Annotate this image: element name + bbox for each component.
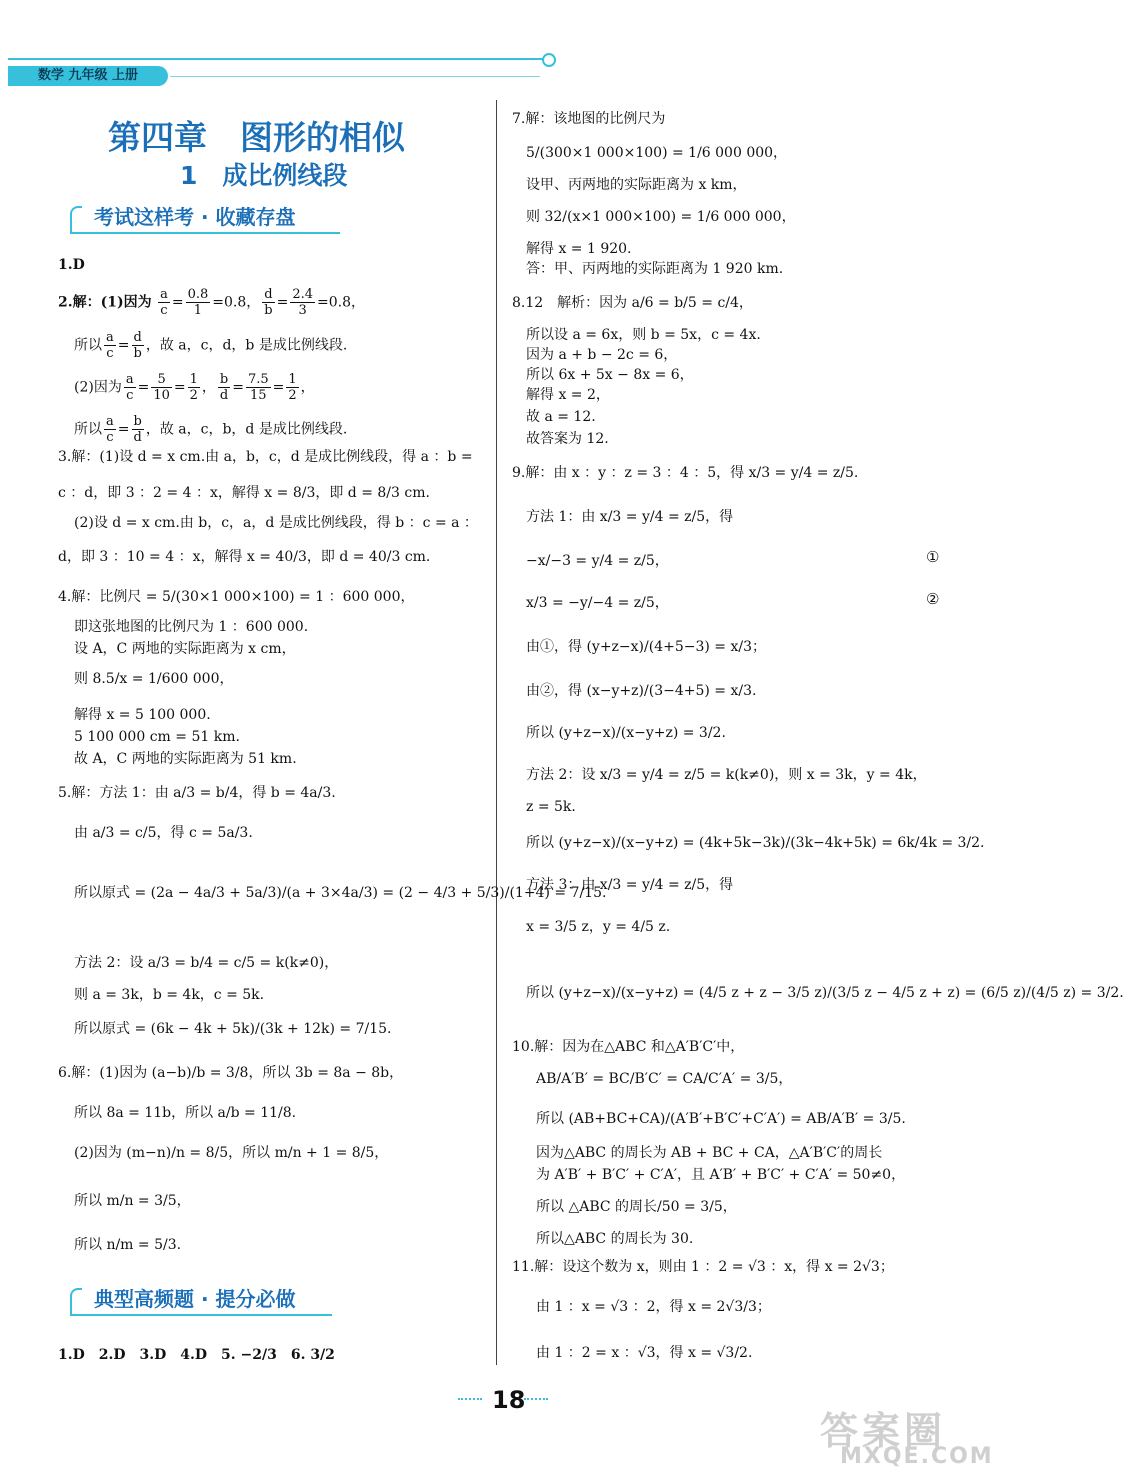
page-number-ornament-left xyxy=(458,1398,482,1404)
fraction: $\frac{5}{10}$ xyxy=(153,372,170,403)
section-header-exam xyxy=(70,202,340,234)
answer-9-line-2: 方法 1：由 x/3 = y/4 = z/5，得 xyxy=(526,509,734,525)
answer-10-line-3: 所以 (AB+BC+CA)/(A′B′+B′C′+C′A′) = AB/A′B′ = 3/5. xyxy=(536,1111,906,1127)
section-header-practice xyxy=(70,1284,332,1316)
fraction: $\frac{a}{c}$ xyxy=(106,330,114,361)
answer-6-line-1: 6.解：(1)因为 (a−b)/b = 3/8，所以 3b = 8a − 8b， xyxy=(58,1065,404,1081)
watermark xyxy=(820,1400,994,1470)
section-header-label: 考试这样考 · 收藏存盘 xyxy=(94,205,296,229)
answer-11-line-3: 由 1 ：2 = x ：√3，得 x = √3/2. xyxy=(536,1345,753,1361)
fraction: $\frac{a}{c}$ xyxy=(125,372,134,403)
answer-7-line-2: 5/(300×1 000×100) = 1/6 000 000， xyxy=(526,145,788,161)
fraction: $\frac{7.5}{15}$ xyxy=(247,372,269,403)
fraction: $\frac{1}{2}$ xyxy=(189,372,198,403)
section-underline xyxy=(70,1314,332,1316)
answer-9-line-13: 所以 (y+z−x)/(x−y+z) = (4/5 z + z − 3/5 z)/(3/5 z − 4/5 z + z) = (6/5 z)/(4/5 z) = 3/2. xyxy=(526,985,1124,1001)
answer-8-line-4: 所以 6x + 5x − 8x = 6， xyxy=(526,367,694,383)
fraction: $\frac{1}{2}$ xyxy=(288,372,297,403)
fraction: $\frac{d}{b}$ xyxy=(133,330,142,361)
answer-5-line-1: 5.解：方法 1：由 a/3 = b/4，得 b = 4a/3. xyxy=(58,785,336,801)
answer-10-line-5: 为 A′B′ + B′C′ + C′A′，且 A′B′ + B′C′ + C′A′ = 50≠0， xyxy=(536,1167,906,1183)
answer-5-line-3: 所以原式 = (2a − 4a/3 + 5a/3)/(a + 3×4a/3) = (2 − 4/3 + 5/3)/(1+4) = 7/15. xyxy=(74,885,607,901)
answer-2-line-1: 2.解：(1)因为 $\frac{a}{c}$ = $\frac{0.8}{1}$ =0.8， $\frac{d}{b}$ = $\frac{2.4}{3}$ =0.8， xyxy=(58,287,365,318)
answer-7-line-1: 7.解：该地图的比例尺为 xyxy=(512,111,666,127)
section-underline xyxy=(70,232,340,234)
answer-2-lead: 2.解：(1)因为 xyxy=(58,294,152,311)
answer-8-line-2: 所以设 a = 6x，则 b = 5x，c = 4x. xyxy=(526,327,761,343)
answer-7-line-3: 设甲、丙两地的实际距离为 x km， xyxy=(526,177,747,193)
header-rule xyxy=(8,58,548,60)
quick-answers: 1.D 2.D 3.D 4.D 5. −2/3 6. 3/2 xyxy=(58,1347,335,1363)
answer-8-line-1: 8.12 解析：因为 a/6 = b/5 = c/4， xyxy=(512,295,753,311)
section-bracket xyxy=(70,1288,82,1316)
answer-2-so: 所以 xyxy=(74,337,102,354)
answer-3-line-2: c ：d，即 3 ：2 = 4 ：x，解得 x = 8/3，即 d = 8/3 cm. xyxy=(58,485,430,501)
page-number: 18 xyxy=(492,1386,526,1414)
section-bracket xyxy=(70,206,82,234)
fraction: $\frac{b}{d}$ xyxy=(219,372,229,403)
answer-4-line-1: 4.解：比例尺 = 5/(30×1 000×100) = 1 ：600 000， xyxy=(58,589,415,605)
answer-1: 1.D xyxy=(58,257,85,273)
page-number-ornament-right xyxy=(524,1398,548,1404)
answer-4-line-2: 即这张地图的比例尺为 1 ：600 000. xyxy=(74,619,309,635)
answer-3-line-1: 3.解：(1)设 d = x cm.由 a，b，c，d 是成比例线段，得 a ：b = xyxy=(58,449,473,465)
answer-4-line-7: 故 A，C 两地的实际距离为 51 km. xyxy=(74,751,297,767)
fraction: $\frac{b}{d}$ xyxy=(133,414,142,445)
chapter-title: 第四章 图形的相似 xyxy=(108,118,405,157)
answer-8-line-3: 因为 a + b − 2c = 6， xyxy=(526,347,678,363)
answer-2-part2: (2)因为 xyxy=(74,379,122,396)
header-rule-secondary xyxy=(170,76,540,77)
answer-9-line-5: 由①，得 (y+z−x)/(4+5−3) = x/3； xyxy=(526,639,766,655)
answer-9-line-12: x = 3/5 z，y = 4/5 z. xyxy=(526,919,671,935)
answer-2-line-2: 所以 $\frac{a}{c}$ = $\frac{d}{b}$ ，故 a，c，d，b 是成比例线段. xyxy=(74,330,348,361)
answer-10-line-2: AB/A′B′ = BC/B′C′ = CA/C′A′ = 3/5， xyxy=(536,1071,793,1087)
answer-6-line-3: (2)因为 (m−n)/n = 8/5，所以 m/n + 1 = 8/5， xyxy=(74,1145,389,1161)
answer-3-line-3: (2)设 d = x cm.由 b，c，a，d 是成比例线段，得 b ：c = a ： xyxy=(74,515,478,531)
answer-7-line-4: 则 32/(x×1 000×100) = 1/6 000 000， xyxy=(526,209,796,225)
answer-10-line-4: 因为△ABC 的周长为 AB + BC + CA，△A′B′C′的周长 xyxy=(536,1145,883,1161)
answer-5-line-5: 则 a = 3k，b = 4k，c = 5k. xyxy=(74,987,265,1003)
answer-9-line-8: 方法 2：设 x/3 = y/4 = z/5 = k(k≠0)，则 x = 3k，y = 4k， xyxy=(526,767,927,783)
answer-9-line-1: 9.解：由 x ：y ：z = 3 ：4 ：5，得 x/3 = y/4 = z/5. xyxy=(512,465,859,481)
answer-8-line-7: 故答案为 12. xyxy=(526,431,609,447)
answer-10-line-7: 所以△ABC 的周长为 30. xyxy=(536,1231,694,1247)
watermark-url: MXQE.COM xyxy=(840,1444,994,1469)
answer-5-line-6: 所以原式 = (6k − 4k + 5k)/(3k + 12k) = 7/15. xyxy=(74,1021,392,1037)
section-title: 1 成比例线段 xyxy=(180,161,348,190)
fraction: $\frac{0.8}{1}$ xyxy=(187,287,209,318)
answer-3-line-4: d，即 3 ：10 = 4 ：x，解得 x = 40/3，即 d = 40/3 cm. xyxy=(58,549,431,565)
answer-8-line-5: 解得 x = 2， xyxy=(526,387,610,403)
answer-5-line-4: 方法 2：设 a/3 = b/4 = c/5 = k(k≠0)， xyxy=(74,955,339,971)
answer-7-line-6: 答：甲、丙两地的实际距离为 1 920 km. xyxy=(526,261,784,277)
answer-2-so-2: 所以 xyxy=(74,421,102,438)
watermark-title: 答案圈 xyxy=(820,1409,947,1453)
answer-8-line-6: 故 a = 12. xyxy=(526,409,596,425)
answer-6-line-4: 所以 m/n = 3/5， xyxy=(74,1193,191,1209)
fraction: $\frac{a}{c}$ xyxy=(160,287,168,318)
answer-2-line-3: (2)因为 $\frac{a}{c}$ = $\frac{5}{10}$ = $\frac{1}{2}$ ， $\frac{b}{d}$ = $\frac{7.5}{15}$ = $\frac{1}{2}$ ， xyxy=(74,372,315,403)
answer-11-line-2: 由 1 ：x = √3 ：2，得 x = 2√3/3； xyxy=(536,1299,771,1315)
answer-9-line-6: 由②，得 (x−y+z)/(3−4+5) = x/3. xyxy=(526,683,757,699)
answer-10-line-6: 所以 △ABC 的周长/50 = 3/5， xyxy=(536,1199,737,1215)
answer-10-line-1: 10.解：因为在△ABC 和△A′B′C′中， xyxy=(512,1039,745,1055)
fraction: $\frac{a}{c}$ xyxy=(106,414,114,445)
answer-9-line-4: x/3 = −y/−4 = z/5， xyxy=(526,595,669,611)
answer-4-line-5: 解得 x = 5 100 000. xyxy=(74,707,211,723)
column-divider xyxy=(496,100,497,1365)
answer-7-line-5: 解得 x = 1 920. xyxy=(526,241,632,257)
header-dot-ornament xyxy=(542,53,556,67)
answer-4-line-6: 5 100 000 cm = 51 km. xyxy=(74,729,240,745)
answer-9-line-3: −x/−3 = y/4 = z/5， xyxy=(526,553,669,569)
fraction: $\frac{2.4}{3}$ xyxy=(292,287,313,318)
answer-5-line-2: 由 a/3 = c/5，得 c = 5a/3. xyxy=(74,825,253,841)
answer-2-line-4: 所以 $\frac{a}{c}$ = $\frac{b}{d}$ ，故 a，c，b，d 是成比例线段. xyxy=(74,414,348,445)
answer-4-line-3: 设 A，C 两地的实际距离为 x cm， xyxy=(74,641,296,657)
equation-marker-2: ② xyxy=(926,590,940,608)
answer-2-conclusion-2: ，故 a，c，b，d 是成比例线段. xyxy=(145,421,348,438)
answer-11-line-1: 11.解：设这个数为 x，则由 1 ：2 = √3 ：x，得 x = 2√3； xyxy=(512,1259,894,1275)
answer-9-line-10: 所以 (y+z−x)/(x−y+z) = (4k+5k−3k)/(3k−4k+5k) = 6k/4k = 3/2. xyxy=(526,835,985,851)
answer-4-line-4: 则 8.5/x = 1/600 000， xyxy=(74,671,234,687)
answer-6-line-5: 所以 n/m = 5/3. xyxy=(74,1237,182,1253)
answer-2-conclusion: ，故 a，c，d，b 是成比例线段. xyxy=(145,337,348,354)
answer-6-line-2: 所以 8a = 11b，所以 a/b = 11/8. xyxy=(74,1105,297,1121)
fraction: $\frac{d}{b}$ xyxy=(264,287,273,318)
answer-9-line-11: 方法 3：由 x/3 = y/4 = z/5，得 xyxy=(526,877,734,893)
equation-marker-1: ① xyxy=(926,548,940,566)
answer-9-line-9: z = 5k. xyxy=(526,799,576,815)
book-label: 数学 九年级 上册 xyxy=(38,68,139,83)
section-header-label: 典型高频题 · 提分必做 xyxy=(94,1287,296,1311)
answer-9-line-7: 所以 (y+z−x)/(x−y+z) = 3/2. xyxy=(526,725,726,741)
